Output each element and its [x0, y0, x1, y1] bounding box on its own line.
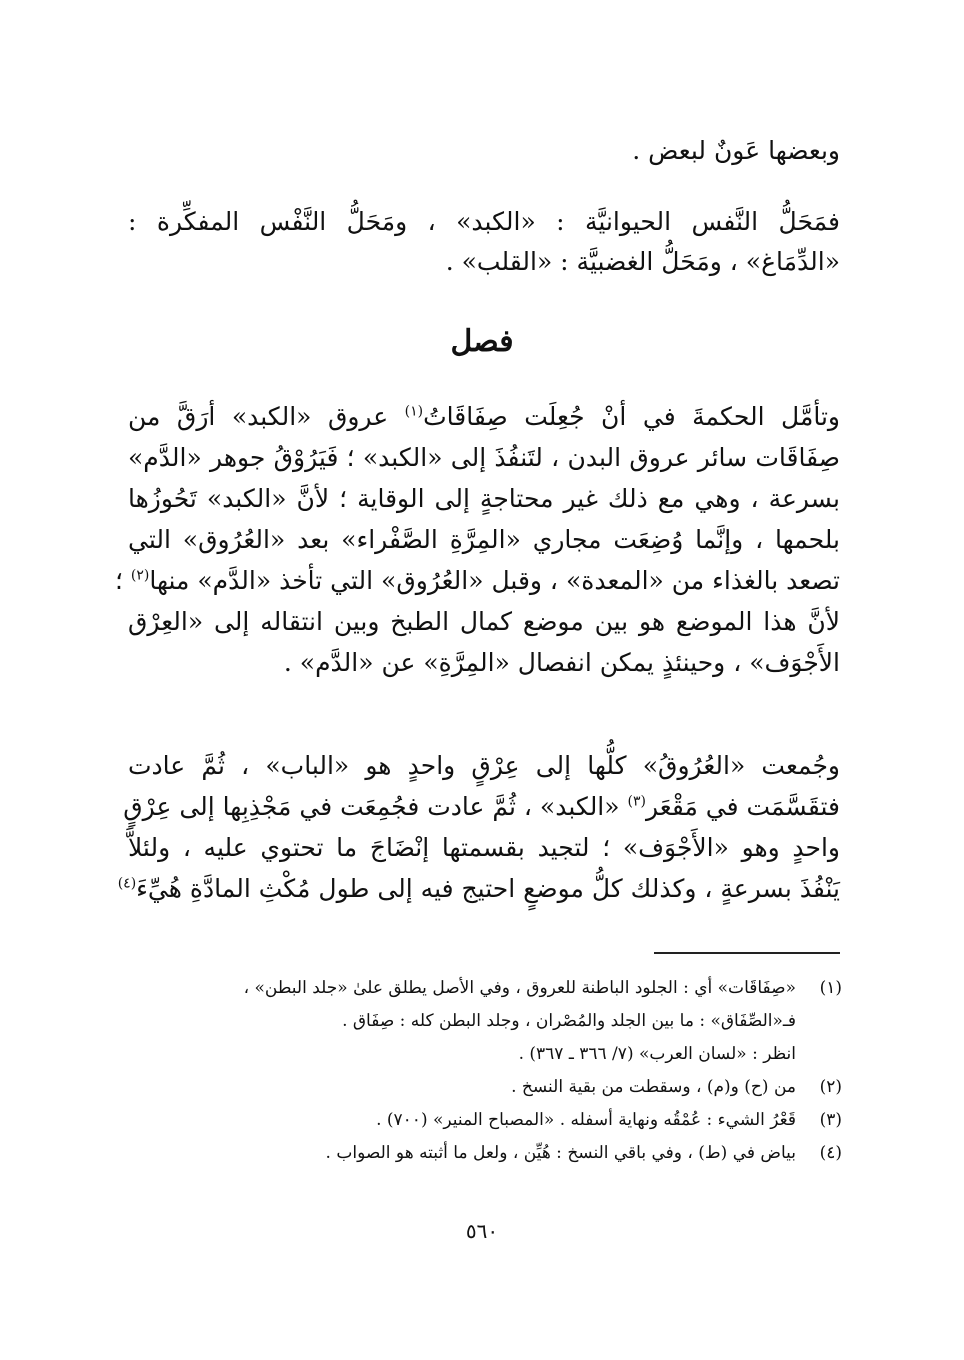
footnote-ref[interactable]: (٣)	[627, 793, 646, 810]
text-line	[128, 396, 840, 437]
text-segment: تصعد بالغذاء من «المعدة» ، وقبل «العُرُوق» التي تأخذ «الدَّم» منها	[149, 566, 840, 595]
footnote-number: (٤)	[819, 1143, 842, 1163]
footnote-4	[120, 1137, 842, 1170]
text-line: وجُمعت «العُرُوقُ» كلُّها إلى عِرْقٍ واحدٍ هو «الباب» ، ثُمَّ عادت	[128, 751, 840, 780]
footnote-ref[interactable]: (١)	[404, 403, 424, 420]
text-line	[114, 560, 840, 601]
footnote-1	[120, 972, 842, 1071]
footnote-ref[interactable]: (٤)	[117, 875, 137, 892]
footnote-3	[120, 1104, 842, 1137]
text-segment: وتأمَّل الحكمةَ في أنْ جُعِلَت صِفَاقَاتُ	[423, 402, 840, 431]
paragraph-intro	[128, 131, 840, 171]
footnote-text-continued: انظر : «لسان العرب» (٧/ ٣٦٦ ـ ٣٦٧) .	[518, 1044, 796, 1064]
text-segment: ؛	[114, 566, 131, 595]
text-line: بسرعة ، وهي مع ذلك غير محتاجةٍ إلى الوقاية ؛ لأنَّ «الكبد» تَحُوزُها	[128, 484, 840, 513]
page-number: ٥٦٠	[465, 1219, 499, 1243]
paragraph-souls	[128, 202, 840, 282]
footnote-ref[interactable]: (٢)	[130, 567, 150, 584]
text-line: صِفَاقَات سائر عروق البدن ، لتَنفُذَ إلى «الكبد» ؛ فَيَرُوْقُ جوهر «الدَّم»	[128, 443, 840, 472]
text-line: بلحمها ، وإنَّما وُضِعَت مجاري «المِرَّةِ الصَّفْراء» بعد «العُرُوق» التي	[128, 525, 840, 554]
footnote-divider	[654, 952, 840, 954]
footnote-number: (١)	[819, 978, 842, 998]
text-line	[123, 786, 840, 827]
section-heading: فصل	[450, 324, 514, 359]
paragraph-veins	[117, 745, 840, 909]
text-segment: يَنْفُذَ بسرعةٍ ، وكذلك كلُّ موضعٍ احتيج فيه إلى طول مُكْثِ المادَّةِ هُيِّءَ	[136, 874, 840, 903]
footnote-text: من (ح) و(م) ، وسقطت من بقية النسخ .	[511, 1077, 796, 1097]
footnote-text-continued: فـ«الصِّفَاق» : ما بين الجلد والمُصْران ، وجلد البطن كله : صِفَاق .	[342, 1011, 796, 1031]
footnote-number: (٣)	[819, 1110, 842, 1130]
text-segment: «الكبد» ، ثُمَّ عادت فجُمِعَت في مَجْذِبِها إلى عِرْقٍ	[123, 792, 628, 821]
text-line: «الدِّمَاغ» ، ومَحَلُّ الغضبيَّة : «القلب» .	[445, 247, 840, 276]
footnote-text: قَعْرُ الشيء : عُمْقُه ونهاية أسفله . «المصباح المنير» (٧٠٠) .	[376, 1110, 796, 1130]
text-line: فمَحَلُّ النَّفس الحيوانيَّة : «الكبد» ، ومَحَلُّ النَّفْس المفكِّرة :	[128, 207, 840, 236]
paragraph-liver-wisdom	[114, 396, 840, 683]
footnote-number: (٢)	[819, 1077, 842, 1097]
footnote-text: «صِفَاقَات» أي : الجلود الباطنة للعروق ، وفي الأصل يطلق علىٰ «جلد البطن» ،	[243, 978, 796, 998]
text-segment: عروق «الكبد» أرَقَّ من	[128, 402, 405, 431]
footnote-2	[120, 1071, 842, 1104]
text-line: واحدٍ وهو «الأَجْوَف» ؛ لتجيد بقسمتها إنْضَاجَ ما تحتوي عليه ، ولئلاَّ	[128, 833, 840, 862]
footnotes-list	[120, 972, 842, 1170]
text-segment: فتقَسَّمَت في مَقْعَر	[645, 792, 840, 821]
text-line: لأنَّ هذا الموضع هو بين موضع كمال الطبخ وبين انتقاله إلى «العِرْق	[128, 607, 840, 636]
text-line: وبعضها عَونٌ لبعض .	[632, 136, 840, 165]
text-line: الأَجْوَف» ، وحينئذٍ يمكن انفصال «المِرَّةِ» عن «الدَّم» .	[283, 648, 840, 677]
footnote-text: بياض في (ط) ، وفي باقي النسخ : هُيِّن ، ولعل ما أثبته هو الصواب .	[325, 1143, 796, 1163]
text-line	[117, 868, 840, 909]
